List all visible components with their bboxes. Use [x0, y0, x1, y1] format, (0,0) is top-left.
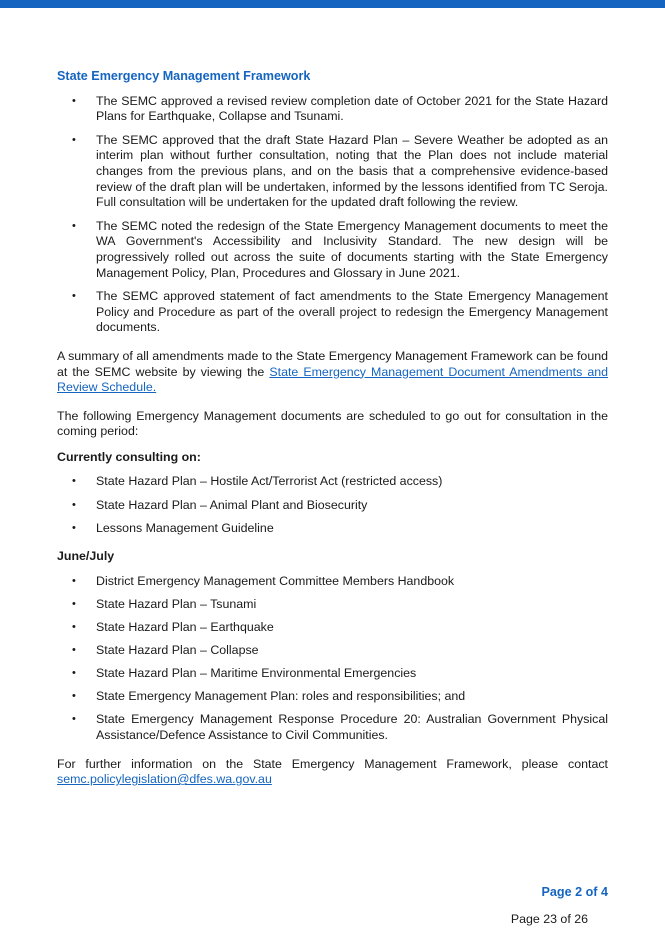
list-item-text: State Hazard Plan – Hostile Act/Terrorist Act (restricted access) [96, 474, 443, 489]
bullet-icon: • [72, 690, 76, 703]
bullet-icon: • [72, 290, 76, 303]
list-item-text: State Emergency Management Plan: roles and responsibilities; and [96, 689, 466, 704]
currently-consulting-heading: Currently consulting on: [57, 449, 201, 464]
june-july-list [57, 574, 608, 744]
list-item [57, 289, 608, 336]
bullet-icon: • [72, 475, 76, 488]
list-item-text: State Emergency Management Response Procedure 20: Australian Government Physical Assistance/Defence Assistance to Civil Communities. [96, 712, 608, 742]
list-item [57, 643, 608, 659]
bullet-icon: • [72, 667, 76, 680]
summary-text: A summary of all amendments made to the State Emergency Management Framework can be found at the SEMC website by viewing the [57, 348, 608, 379]
list-item [57, 689, 608, 705]
list-item-text: State Hazard Plan – Maritime Environmental Emergencies [96, 666, 417, 681]
currently-consulting-list [57, 474, 608, 536]
list-item [57, 133, 608, 211]
contact-paragraph [57, 757, 608, 788]
june-july-heading: June/July [57, 549, 115, 564]
page-number-footer: Page 23 of 26 [510, 912, 588, 926]
list-item-text: The SEMC noted the redesign of the State Emergency Management documents to meet the WA Government's Accessibility and Inclusivity Standard. The new design will be progressively rolled out across the suite of documents starting with the State Emergency Management Policy, Plan, Procedures and Glossary in June 2021. [96, 218, 608, 280]
bullet-icon: • [72, 644, 76, 657]
section-title: State Emergency Management Framework [57, 69, 311, 83]
bullet-icon: • [72, 621, 76, 634]
bullet-icon: • [72, 713, 76, 726]
list-item-text: The SEMC approved statement of fact amendments to the State Emergency Management Policy and Procedure as part of the overall project to redesign the Emergency Management documents. [96, 289, 608, 335]
consultation-intro: The following Emergency Management documents are scheduled to go out for consultation in the coming period: [57, 408, 608, 439]
bullet-icon: • [72, 597, 76, 610]
list-item [57, 474, 608, 490]
list-item [57, 574, 608, 590]
list-item [57, 219, 608, 281]
list-item [57, 94, 608, 125]
list-item-text: State Hazard Plan – Earthquake [96, 620, 274, 635]
bullet-icon: • [72, 133, 76, 146]
amendments-schedule-link[interactable]: State Emergency Management Document Amendments and Review Schedule. [57, 364, 608, 395]
list-item [57, 597, 608, 613]
list-item [57, 712, 608, 743]
list-item-text: District Emergency Management Committee Members Handbook [96, 573, 455, 588]
summary-paragraph [57, 349, 608, 396]
bullet-icon: • [72, 521, 76, 534]
bullet-icon: • [72, 574, 76, 587]
list-item [57, 620, 608, 636]
bullet-icon: • [72, 498, 76, 511]
list-item-text: The SEMC approved a revised review completion date of October 2021 for the State Hazard Plans for Earthquake, Collapse and Tsunami. [96, 93, 608, 124]
list-item-text: State Hazard Plan – Collapse [96, 643, 259, 658]
contact-text: For further information on the State Emergency Management Framework, please contact [57, 756, 608, 771]
list-item [57, 521, 608, 537]
document-body [57, 69, 608, 788]
top-color-band [0, 0, 665, 8]
list-item [57, 666, 608, 682]
list-item-text: State Hazard Plan – Tsunami [96, 596, 257, 611]
bullet-icon: • [72, 94, 76, 107]
section-page-label: Page 2 of 4 [541, 885, 608, 899]
list-item-text: The SEMC approved that the draft State Hazard Plan – Severe Weather be adopted as an interim plan without further consultation, noting that the Plan does not include material changes from the previous plans, and on the basis that a comprehensive evidence-based review of the draft plan will be undertaken, informed by the lessons identified from TC Seroja. Full consultation will be undertaken for the updated draft following the review. [96, 132, 608, 210]
list-item-text: Lessons Management Guideline [96, 520, 274, 535]
bullet-icon: • [72, 219, 76, 232]
contact-email-link[interactable]: semc.policylegislation@dfes.wa.gov.au [57, 772, 272, 787]
framework-bullet-list [57, 94, 608, 336]
list-item [57, 498, 608, 514]
list-item-text: State Hazard Plan – Animal Plant and Biosecurity [96, 497, 368, 512]
